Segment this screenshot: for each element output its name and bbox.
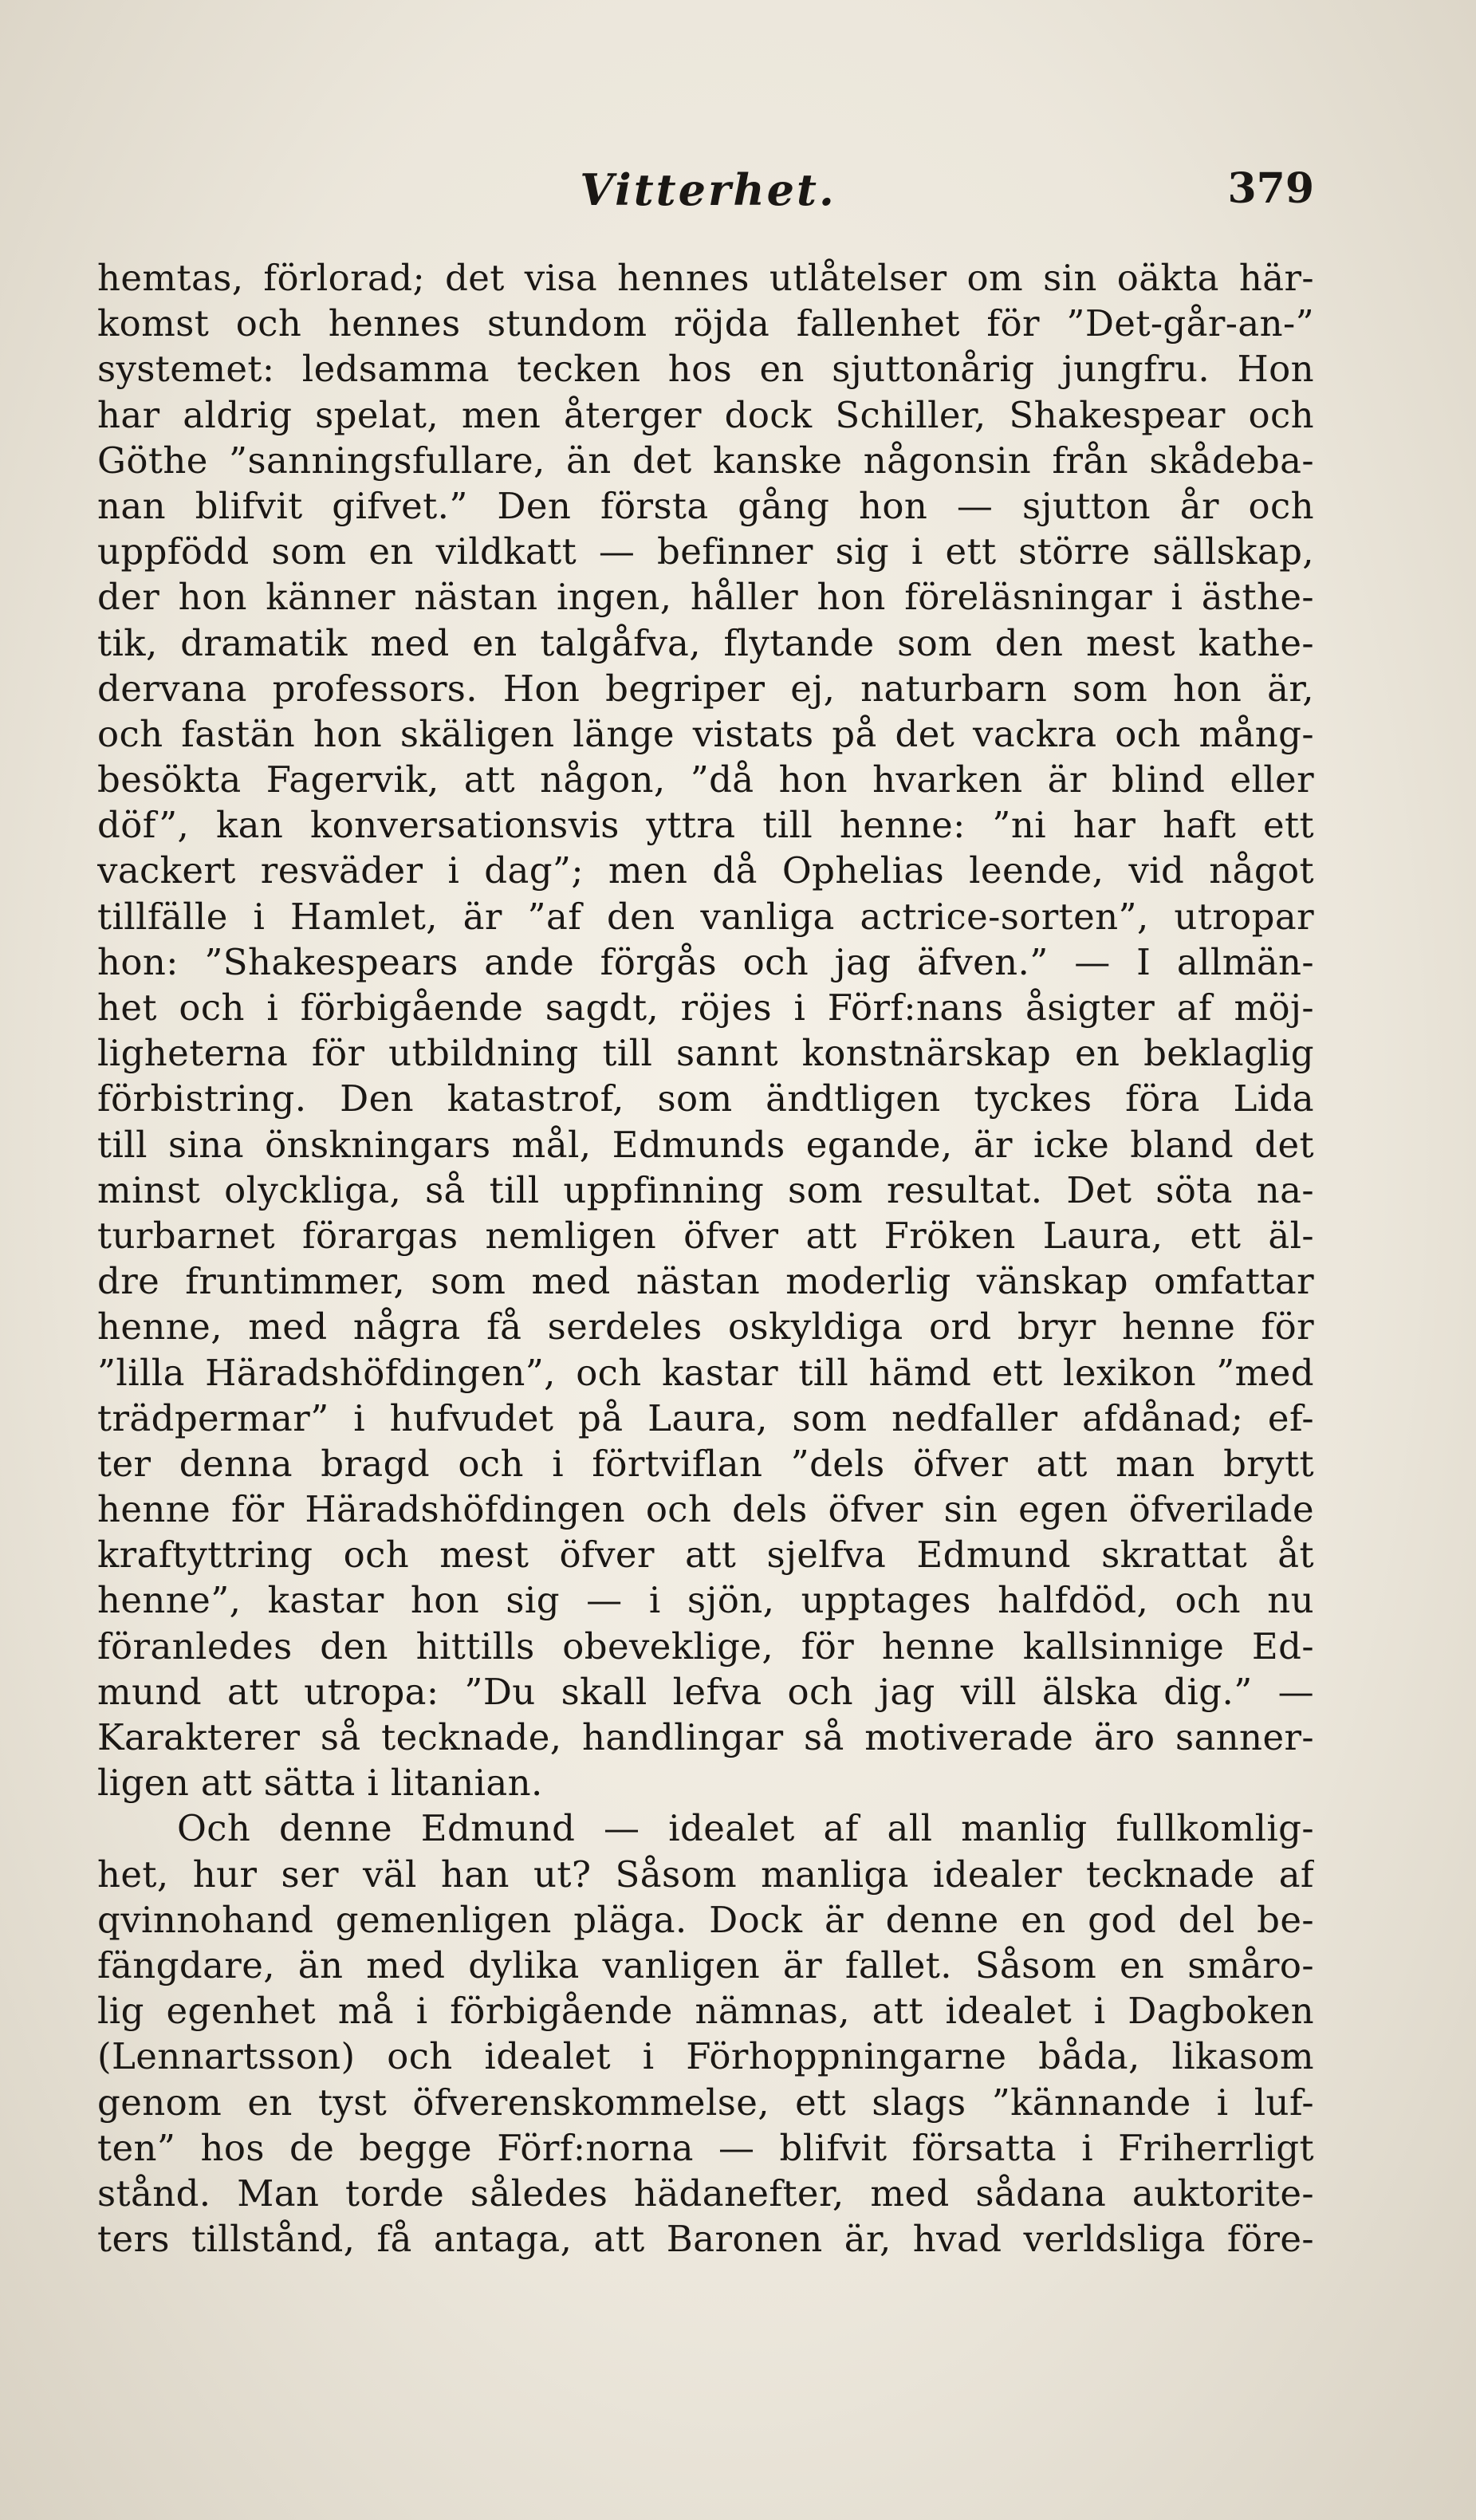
text-line: het och i förbigående sagdt, röjes i Förf:nans åsigter af möj- xyxy=(97,986,1314,1029)
text-line: trädpermar” i hufvudet på Laura, som nedfaller afdånad; ef- xyxy=(97,1396,1314,1439)
text-line: tik, dramatik med en talgåfva, flytande som den mest kathe- xyxy=(97,621,1314,664)
text-line: ”lilla Häradshöfdingen”, och kastar till hämd ett lexikon ”med xyxy=(97,1351,1314,1394)
text-line: komst och hennes stundom röjda fallenhet för ”Det-går-an-” xyxy=(97,302,1314,345)
text-line: systemet: ledsamma tecken hos en sjuttonårig jungfru. Hon xyxy=(97,348,1314,391)
text-line: mund att utropa: ”Du skall lefva och jag vill älska dig.” — xyxy=(97,1670,1314,1713)
text-line: henne, med några få serdeles oskyldiga ord bryr henne för xyxy=(97,1305,1314,1349)
text-line: fängdare, än med dylika vanligen är fallet. Såsom en småro- xyxy=(97,1943,1314,1986)
body-text xyxy=(97,255,1314,2262)
text-line: ters tillstånd, få antaga, att Baronen är, hvad verldsliga före- xyxy=(97,2218,1314,2261)
text-line: ligheterna för utbildning till sannt konstnärskap en beklaglig xyxy=(97,1032,1314,1075)
text-line: Göthe ”sanningsfullare, än det kanske någonsin från skådeba- xyxy=(97,439,1314,482)
text-line: Och denne Edmund — idealet af all manlig fullkomlig- xyxy=(177,1807,1314,1850)
text-line: nan blifvit gifvet.” Den första gång hon — sjutton år och xyxy=(97,484,1314,527)
text-line: föranledes den hittills obeveklige, för henne kallsinnige Ed- xyxy=(97,1624,1314,1668)
text-line: ten” hos de begge Förf:norna — blifvit försatta i Friherrligt xyxy=(97,2126,1314,2169)
text-line: dervana professors. Hon begriper ej, naturbarn som hon är, xyxy=(97,667,1314,710)
text-line: till sina önskningars mål, Edmunds egande, är icke bland det xyxy=(97,1123,1314,1166)
text-line: vackert resväder i dag”; men då Ophelias leende, vid något xyxy=(97,849,1314,892)
text-line: hon: ”Shakespears ande förgås och jag äfven.” — I allmän- xyxy=(97,940,1314,983)
text-line: kraftyttring och mest öfver att sjelfva Edmund skrattat åt xyxy=(97,1534,1314,1577)
running-title: Vitterhet. xyxy=(580,164,836,215)
text-line: het, hur ser väl han ut? Såsom manliga idealer tecknade af xyxy=(97,1853,1314,1896)
text-line: (Lennartsson) och idealet i Förhoppningarne båda, likasom xyxy=(97,2035,1314,2078)
text-line: henne”, kastar hon sig — i sjön, upptages halfdöd, och nu xyxy=(97,1579,1314,1622)
text-line: ter denna bragd och i förtviflan ”dels öfver att man brytt xyxy=(97,1442,1314,1485)
text-line: har aldrig spelat, men återger dock Schiller, Shakespear och xyxy=(97,393,1314,436)
text-line: genom en tyst öfverenskommelse, ett slags ”kännande i luf- xyxy=(97,2081,1314,2124)
text-line: döf”, kan konversationsvis yttra till henne: ”ni har haft ett xyxy=(97,804,1314,847)
text-line: minst olyckliga, så till uppfinning som resultat. Det söta na- xyxy=(97,1168,1314,1211)
text-line: turbarnet förargas nemligen öfver att Fröken Laura, ett äl- xyxy=(97,1214,1314,1257)
page-header xyxy=(102,164,1314,228)
text-line: uppfödd som en vildkatt — befinner sig i ett större sällskap, xyxy=(97,530,1314,573)
text-line: Karakterer så tecknade, handlingar så motiverade äro sanner- xyxy=(97,1716,1314,1758)
text-line: tillfälle i Hamlet, är ”af den vanliga actrice-sorten”, utropar xyxy=(97,895,1314,938)
page-number: 379 xyxy=(1227,164,1314,213)
text-line: stånd. Man torde således hädanefter, med sådana auktorite- xyxy=(97,2172,1314,2215)
text-line: och fastän hon skäligen länge vistats på det vackra och mång- xyxy=(97,712,1314,755)
text-line: qvinnohand gemenligen pläga. Dock är denne en god del be- xyxy=(97,1898,1314,1941)
text-line: henne för Häradshöfdingen och dels öfver sin egen öfverilade xyxy=(97,1488,1314,1531)
text-line: ligen att sätta i litanian. xyxy=(97,1762,543,1805)
text-line: der hon känner nästan ingen, håller hon föreläsningar i ästhe- xyxy=(97,576,1314,619)
text-line: lig egenhet må i förbigående nämnas, att idealet i Dagboken xyxy=(97,1990,1314,2033)
text-line: dre fruntimmer, som med nästan moderlig vänskap omfattar xyxy=(97,1260,1314,1303)
text-line: hemtas, förlorad; det visa hennes utlåtelser om sin oäkta här- xyxy=(97,257,1314,299)
text-line: förbistring. Den katastrof, som ändtligen tyckes föra Lida xyxy=(97,1077,1314,1120)
text-line: besökta Fagervik, att någon, ”då hon hvarken är blind eller xyxy=(97,758,1314,801)
